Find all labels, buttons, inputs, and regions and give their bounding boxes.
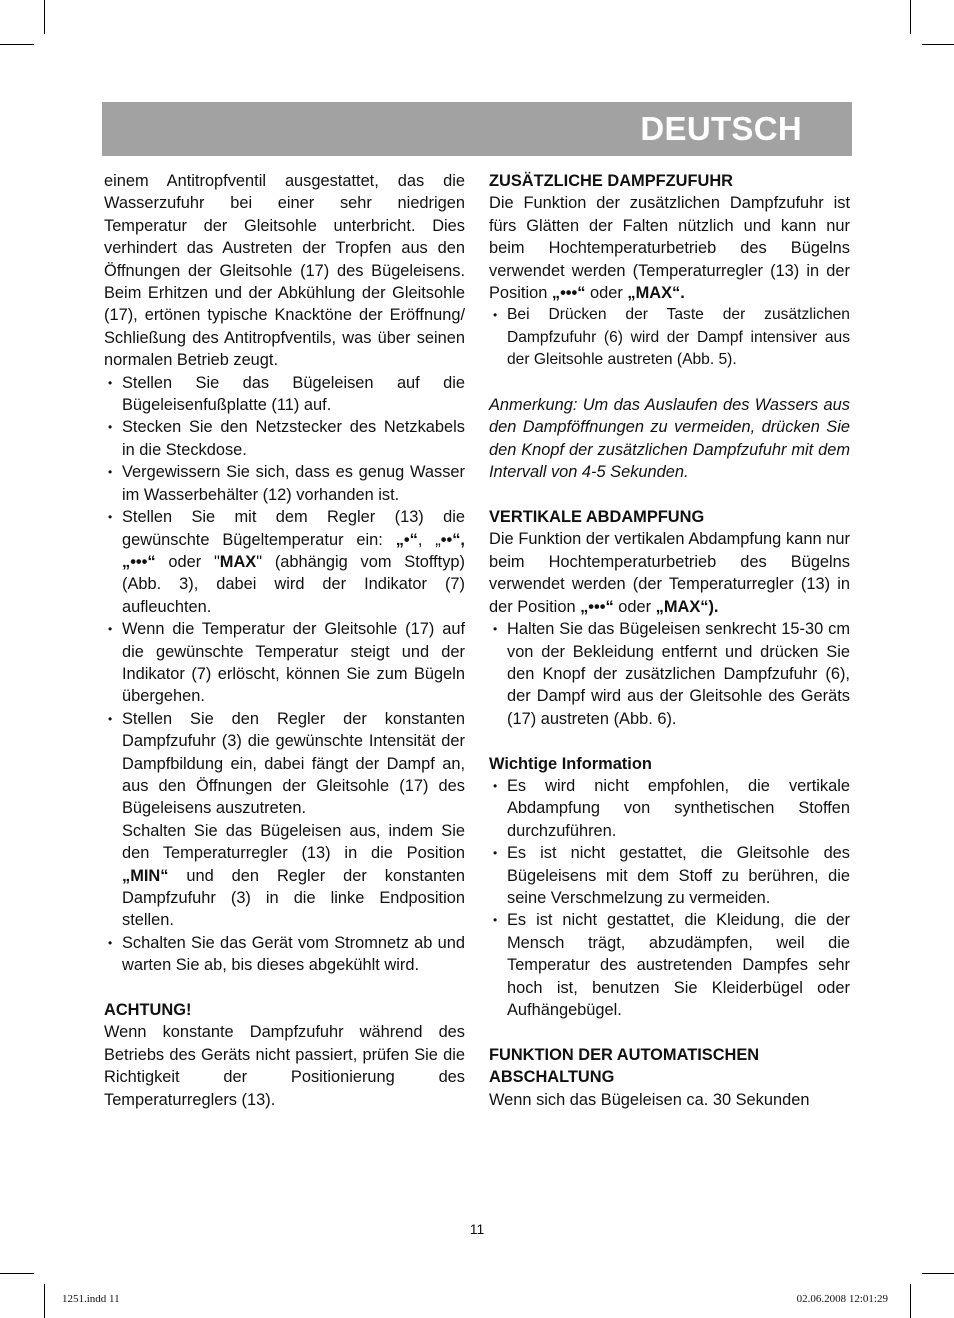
- list-item: • Stellen Sie das Bügeleisen auf die Bügeleisenfußplatte (11) auf.: [104, 372, 465, 417]
- text: " (abhängig vom Stofftyp) (Abb. 3), dabei wird der Indikator (7) aufleuchten.: [122, 552, 465, 616]
- section-heading: Wichtige Information: [489, 754, 652, 773]
- list-item: • Bei Drücken der Taste der zusätzlichen Dampfzufuhr (6) wird der Dampf intensiver aus der Gleitsohle austreten (Abb. 5).: [489, 304, 850, 371]
- section-paragraph: Wenn sich das Bügeleisen ca. 30 Sekunden: [489, 1090, 810, 1109]
- text: , „: [417, 530, 441, 549]
- list-item: • Wenn die Temperatur der Gleitsohle (17) auf die gewünschte Temperatur steigt und der Indikator (7) erlöscht, können Sie zum Bügeln übergehen.: [104, 618, 465, 708]
- crop-mark: [44, 0, 45, 34]
- text: ).: [708, 597, 719, 616]
- left-column: [104, 170, 465, 1111]
- temp-symbol: ••“, „•••“: [122, 530, 465, 571]
- print-slug-file: 1251.indd 11: [62, 1293, 120, 1305]
- text: Stellen Sie mit dem Regler (13) die gewünschte Bügeltemperatur ein:: [122, 508, 465, 549]
- section-heading: [489, 1044, 850, 1089]
- temp-min: „MIN“: [122, 866, 169, 885]
- temp-symbol: „•••“: [580, 597, 614, 616]
- text: ABSCHALTUNG: [489, 1068, 615, 1087]
- section-paragraph: [489, 528, 850, 618]
- crop-mark: [922, 44, 954, 45]
- temp-symbol: „•••“: [551, 284, 586, 303]
- text: Schalten Sie das Bügeleisen aus, indem Sie den Temperaturregler (13) in die Position: [122, 821, 465, 863]
- note-paragraph: Anmerkung: Um das Auslaufen des Wassers aus den Dampföffnungen zu vermeiden, drücken Sie den Knopf der zusätzlichen Dampfzufuhr mit dem Intervall von 4-5 Sekunden.: [489, 396, 850, 482]
- instruction-list: [489, 304, 850, 371]
- page-number: 11: [469, 1221, 485, 1237]
- crop-mark: [44, 1284, 45, 1318]
- list-item: [104, 708, 465, 932]
- section-paragraph: [489, 192, 850, 304]
- text: oder ": [155, 552, 220, 571]
- list-item: • Schalten Sie das Gerät vom Stromnetz ab und warten Sie ab, bis dieses abgekühlt wird.: [104, 932, 465, 977]
- section-heading: ZUSÄTZLICHE DAMPFZUFUHR: [489, 172, 734, 190]
- continuation: [122, 820, 465, 932]
- instruction-list: [104, 372, 465, 977]
- warning-heading: ACHTUNG!: [104, 1001, 192, 1020]
- list-item: • Es wird nicht empfohlen, die vertikale Abdampfung von synthetischen Stoffen durchzuführen.: [489, 775, 850, 842]
- section-heading: VERTIKALE ABDAMPFUNG: [489, 508, 705, 527]
- language-title: DEUTSCH: [640, 110, 802, 147]
- list-item: • Es ist nicht gestattet, die Kleidung, die der Mensch trägt, abzudämpfen, weil die Temperatur des austretenden Dampfes sehr hoch ist, benutzen Sie Kleiderbügel oder Aufhängebügel.: [489, 909, 850, 1021]
- spacer: [489, 372, 850, 394]
- intro-paragraph: einem Antitropfventil ausgestattet, das die Wasserzufuhr bei einer sehr niedrigen Temperatur der Gleitsohle unterbricht. Dies verhindert das Austreten der Tropfen aus den Öffnungen der Gleitsohle (17) des Bügeleisens. Beim Erhitzen und der Abkühlung der Gleitsohle (17), ertönen typische Knacktöne der Eröffnung/ Schließung des Antitropfventils, was über seinen normalen Betrieb zeugt.: [104, 172, 465, 370]
- list-item: • Halten Sie das Bügeleisen senkrecht 15-30 cm von der Bekleidung entfernt und drücken Sie den Knopf der zusätzlichen Dampfzufuhr (6), der Dampf wird aus der Gleitsohle des Geräts (17) austreten (Abb. 6).: [489, 618, 850, 730]
- crop-mark: [0, 1273, 34, 1274]
- spacer: [489, 730, 850, 752]
- instruction-list: [489, 618, 850, 730]
- crop-mark: [910, 1284, 911, 1318]
- list-item: • Stecken Sie den Netzstecker des Netzkabels in die Steckdose.: [104, 416, 465, 461]
- crop-mark: [0, 44, 34, 45]
- crop-mark: [922, 1273, 954, 1274]
- temp-max: „MAX“: [655, 597, 709, 616]
- crop-mark: [910, 0, 911, 34]
- text: FUNKTION DER AUTOMATISCHEN: [489, 1045, 760, 1064]
- list-item: • Es ist nicht gestattet, die Gleitsohle des Bügeleisens mit dem Stoff zu berühren, die seine Verschmelzung zu vermeiden.: [489, 842, 850, 909]
- list-item: • Vergewissern Sie sich, dass es genug Wasser im Wasserbehälter (12) vorhanden ist.: [104, 461, 465, 506]
- temp-max: MAX: [219, 552, 257, 571]
- text: und den Regler der konstanten Dampfzufuhr (3) in die linke Endposition stellen.: [122, 866, 465, 930]
- print-slug-datetime: 02.06.2008 12:01:29: [796, 1293, 888, 1305]
- info-list: [489, 775, 850, 1021]
- temp-max: „MAX“.: [627, 284, 685, 303]
- warning-text: Wenn konstante Dampfzufuhr während des Betriebs des Geräts nicht passiert, prüfen Sie die Richtigkeit der Positionierung des Temperaturreglers (13).: [104, 1023, 465, 1109]
- language-header-bar: [102, 102, 852, 156]
- text: Die Funktion der zusätzlichen Dampfzufuhr ist fürs Glätten der Falten nützlich und kann nur beim Hochtemperaturbetrieb des Bügelns verwendet werden (Temperaturregler (13) in der Position: [489, 194, 850, 303]
- text: Die Funktion der vertikalen Abdampfung kann nur beim Hochtemperaturbetrieb des Bügelns verwendet werden (der Temperaturregler (13) in der Position: [489, 530, 850, 616]
- right-column: [489, 170, 850, 1111]
- spacer: [489, 1021, 850, 1043]
- text: • Stellen Sie den Regler der konstanten Dampfzufuhr (3) die gewünschte Intensität der Dampfbildung ein, dabei fängt der Dampf an, aus den Öffnungen der Gleitsohle (17) des Bügeleisens auszutreten.: [122, 709, 465, 818]
- spacer: [489, 484, 850, 506]
- spacer: [104, 977, 465, 999]
- text: oder: [613, 597, 656, 616]
- list-item: [104, 506, 465, 618]
- temp-symbol: „•“: [395, 530, 418, 549]
- text: oder: [585, 284, 628, 303]
